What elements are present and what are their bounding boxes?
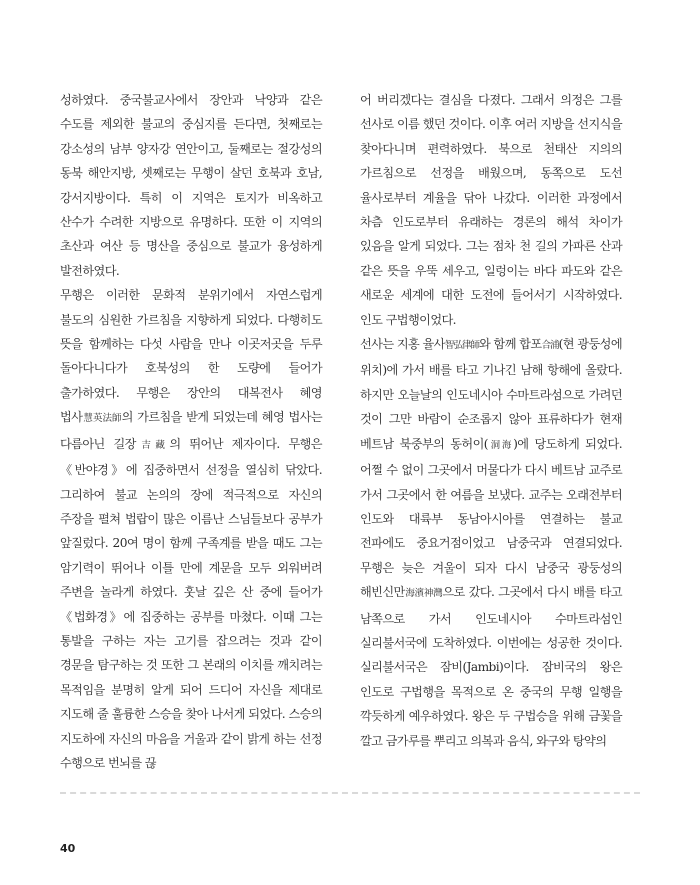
left-paragraph-2 (60, 283, 322, 775)
left-paragraph-1: 성하였다. 중국불교사에서 장안과 낙양과 같은 수도를 제외한 불교의 중심지를 든다면, 첫째로는 강소성의 남부 양자강 연안이고, 둘째로는 절강성의 동북 해안지방, 셋째로는 무행이 살던 호북과 호남, 강서지방이다. 특히 이 지역은 토지가 비옥하고 산수가 수려한 지방으로 유명하다. 또한 이 지역의 초산과 여산 등 명산을 중심으로 불교가 융성하게 발전하였다. (60, 93, 322, 278)
right-paragraph-2-text-d: )에 당도하게 되었다. 어쩔 수 없이 그곳에서 머물다가 다시 베트남 교주로 가서 그곳에서 한 여름을 보냈다. 교주는 오래전부터 인도와 대륙부 동남아시아를 연결하는 불교 전파에도 중요거점이었고 남중국과 연결되었다. 무행은 늦은 겨울이 되자 다시 남중국 광둥성의 해빈신만 (360, 436, 622, 600)
right-paragraph-2-text-c: (현 광둥성에 위치)에 가서 배를 타고 기나긴 남해 항해에 올랐다. 하지만 오늘날의 인도네시아 수마트라섬으로 가려던 것이 그만 바람이 순조롭지 않아 표류하다가 현재 베트남 북중부의 동허이( (360, 337, 622, 451)
hanja-donghoi: 洞海 (487, 439, 514, 451)
hanja-haebinsinman: 海濱神灣 (404, 588, 443, 600)
left-column (60, 88, 322, 775)
hanja-giljang: 吉藏 (135, 439, 170, 451)
right-paragraph-2 (360, 332, 622, 753)
left-paragraph-2-text-c: 의 뛰어난 제자이다. 무행은 《반야경》에 집중하면서 선정을 열심히 닦았다. 그리하여 불교 논의의 장에 적극적으로 자신의 주장을 펼쳐 법랍이 많은 이름난 스님들보다 공부가 앞질렀다. 20여 명이 함께 구족계를 받을 때도 그는 암기력이 뛰어나 이틀 만에 계문을 모두 외워버려 주변을 놀라게 하였다. 훗날 깊은 산 중에 들어가 《법화경》에 집중하는 공부를 마쳤다. 이때 그는 통발을 구하는 자는 고기를 잡으려는 것과 같이 경문을 탐구하는 것 또한 그 본래의 이치를 깨치려는 목적임을 분명히 알게 되어 드디어 자신을 제대로 지도해 줄 훌륭한 스승을 찾아 나서게 되었다. 스승의 지도하에 자신의 마음을 거울과 같이 밝게 하는 선정 수행으로 번뇌를 끊 (60, 436, 322, 770)
right-paragraph-2-text-a: 선사는 지홍 율사 (360, 337, 445, 352)
right-paragraph-2-text-b: 와 함께 합포 (479, 337, 542, 352)
hanja-happo: 合浦 (541, 340, 559, 352)
hanja-jihong: 智弘律師 (444, 340, 480, 352)
right-paragraph-2-text-e: 으로 갔다. 그곳에서 다시 배를 타고 남쪽으로 가서 인도네시아 수마트라섬인 실리불서국에 도착하였다. 이번에는 성공한 것이다. 실리불서국은 잠비(Jambi)이다. 잠비국의 왕은 인도로 구법행을 목적으로 온 중국의 무행 일행을 깍듯하게 예우하였다. 왕은 두 구법승을 위해 금꽃을 깔고 금가루를 뿌리고 의복과 음식, 와구와 탕약의 (360, 585, 622, 748)
right-column (360, 88, 622, 753)
left-paragraph-2-text-a: 무행은 이러한 문화적 분위기에서 자연스럽게 불도의 심원한 가르침을 지향하게 되었다. 다행히도 뜻을 함께하는 다섯 사람을 만나 이곳저곳을 두루 돌아다니다가 호북성의 한 도량에 들어가 출가하였다. 무행은 장안의 대복전사 혜영 법사 (60, 288, 322, 425)
hanja-hyeyeong: 慧英法師 (82, 413, 122, 425)
right-paragraph-1: 어 버리겠다는 결심을 다졌다. 그래서 의정은 그를 선사로 이름 했던 것이다. 이후 여러 지방을 선지식을 찾아다니며 편력하였다. 북으로 천태산 지의의 가르침으로 선정을 배웠으며, 동쪽으로 도선 율사로부터 계율을 닦아 나갔다. 이러한 과정에서 차츰 인도로부터 유래하는 경론의 해석 차이가 있음을 알게 되었다. 그는 점차 천 길의 가파른 산과 같은 뜻을 우뚝 세우고, 일렁이는 바다 파도와 같은 새로운 세계에 대한 도전에 들어서기 시작하였다. 인도 구법행이었다. (360, 93, 622, 327)
page-number: 40 (60, 842, 76, 855)
footer-divider (60, 792, 640, 794)
left-paragraph-2-text-b: 의 가르침을 받게 되었는데 혜영 법사는 다름아닌 길장 (60, 410, 322, 451)
